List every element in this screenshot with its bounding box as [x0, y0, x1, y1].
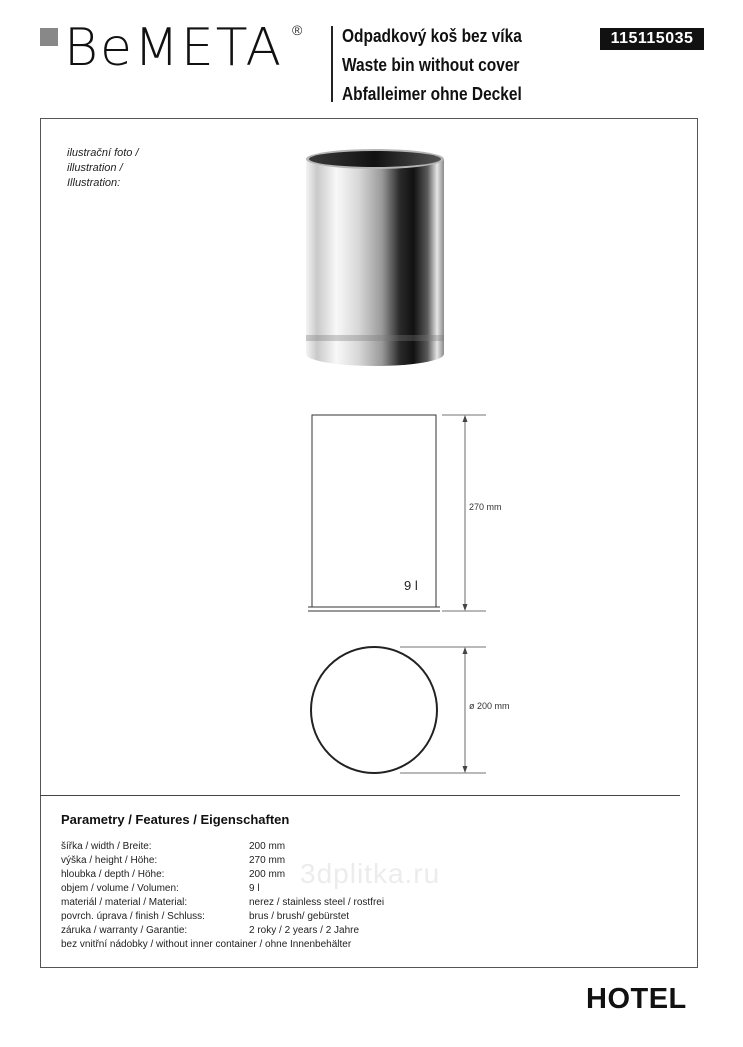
- spec-value: nerez / stainless steel / rostfrei: [249, 897, 385, 908]
- volume-label: 9 l: [404, 578, 418, 593]
- title-english: Waste bin without cover: [342, 55, 520, 75]
- spec-label: šířka / width / Breite:: [61, 841, 152, 852]
- logo-text: BeMETA: [64, 18, 284, 78]
- spec-row-finish: [61, 910, 384, 924]
- caption-line-de: Illustration:: [67, 177, 121, 189]
- spec-value: 200 mm: [249, 841, 286, 852]
- title-german: Abfalleimer ohne Deckel: [342, 84, 522, 104]
- spec-label: materiál / material / Material:: [61, 897, 188, 908]
- spec-label: výška / height / Höhe:: [61, 855, 158, 866]
- top-view-outline: [311, 647, 437, 773]
- title-czech: Odpadkový koš bez víka: [342, 26, 522, 46]
- caption-line-cs: ilustrační foto /: [67, 147, 139, 159]
- spec-label: hloubka / depth / Höhe:: [61, 869, 165, 880]
- registered-mark: ®: [292, 22, 303, 38]
- category-label: HOTEL: [586, 983, 687, 1015]
- features-title: Parametry / Features / Eigenschaften: [61, 812, 290, 827]
- title-divider: [331, 26, 333, 102]
- spec-value: brus / brush/ gebürstet: [249, 911, 350, 922]
- height-dimension-label: 270 mm: [469, 502, 502, 512]
- watermark: 3dplitka.ru: [300, 858, 441, 889]
- spec-row-material: [61, 896, 384, 910]
- illustration-caption: [67, 146, 139, 191]
- spec-row-width: [61, 840, 384, 854]
- spec-label: povrch. úprava / finish / Schluss:: [61, 911, 205, 922]
- spec-label: objem / volume / Volumen:: [61, 883, 179, 894]
- spec-value: 200 mm: [249, 869, 286, 880]
- product-code-badge: 115115035: [600, 28, 704, 50]
- product-photo: [300, 145, 450, 370]
- features-divider: [40, 795, 680, 796]
- technical-drawing: [300, 405, 500, 785]
- caption-line-en: illustration /: [67, 162, 123, 174]
- spec-value: 9 l: [249, 883, 260, 894]
- logo-square: [40, 28, 58, 46]
- spec-table: [61, 840, 384, 952]
- diameter-dimension-label: ø 200 mm: [469, 701, 510, 711]
- spec-note: bez vnitřní nádobky / without inner container / ohne Innenbehälter: [61, 939, 352, 950]
- spec-value: 270 mm: [249, 855, 286, 866]
- spec-label: záruka / warranty / Garantie:: [61, 925, 188, 936]
- spec-row-warranty: [61, 924, 384, 938]
- spec-value: 2 roky / 2 years / 2 Jahre: [249, 925, 360, 936]
- product-titles: [342, 22, 551, 109]
